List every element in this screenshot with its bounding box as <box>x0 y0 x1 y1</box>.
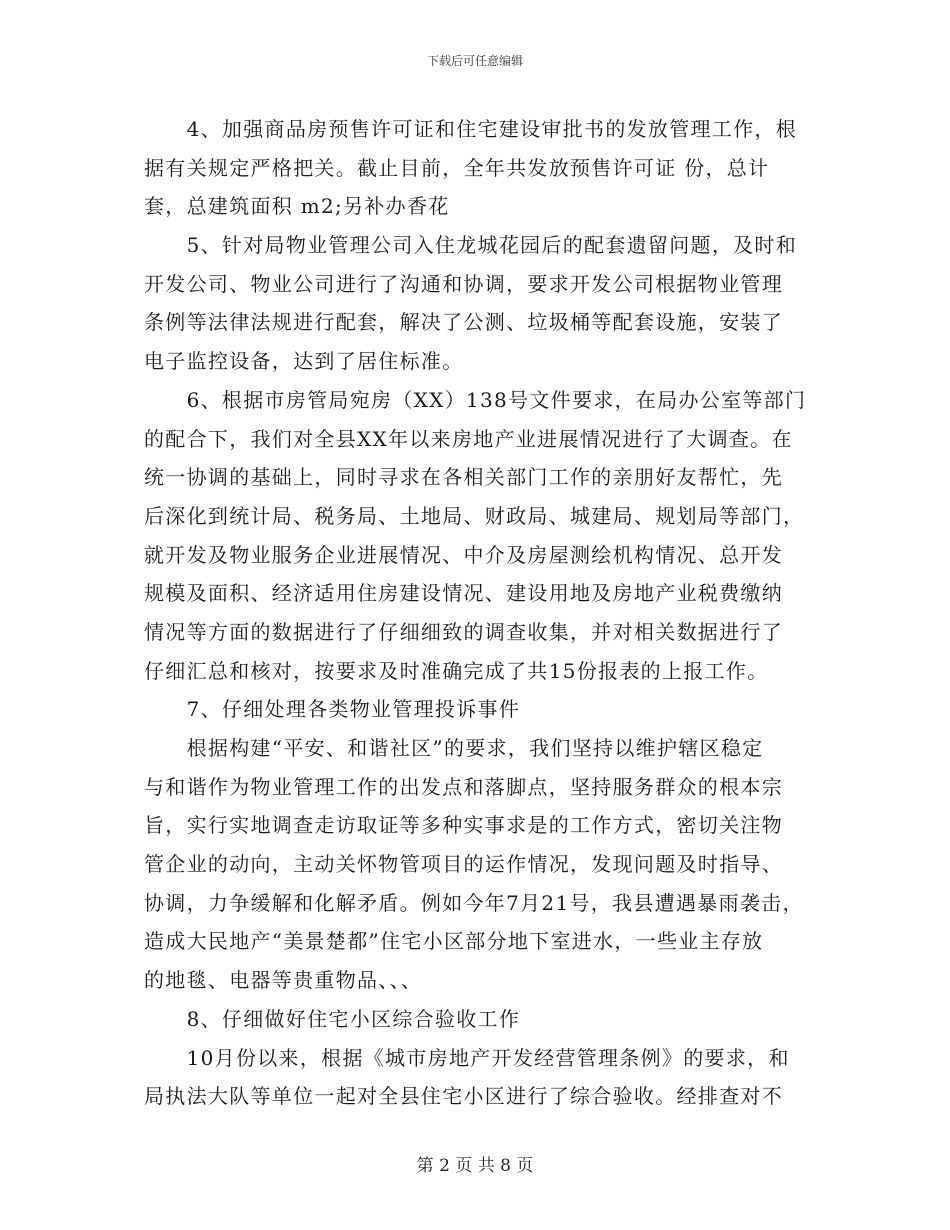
text-line: 电子监控设备，达到了居住标准。 <box>144 349 464 374</box>
text-line: 6、根据市房管局宛房（XX）138号文件要求，在局办公室等部门 <box>144 387 807 412</box>
text-line: 协调，力争缓解和化解矛盾。例如今年7月21号，我县遭遇暴雨袭击， <box>144 890 804 915</box>
text-line: 8、仔细做好住宅小区综合验收工作 <box>144 1006 521 1031</box>
text-line: 旨，实行实地调查走访取证等多种实事求是的工作方式，密切关注物 <box>144 813 783 838</box>
text-line: 情况等方面的数据进行了仔细细致的调查收集，并对相关数据进行了 <box>144 619 783 644</box>
page-header: 下载后可任意编辑 <box>426 54 523 68</box>
document-body <box>144 110 807 1116</box>
text-line: 的地毯、电器等贵重物品、、、 <box>144 968 423 993</box>
text-line: 7、仔细处理各类物业管理投诉事件 <box>144 697 521 722</box>
text-line: 局执法大队等单位一起对全县住宅小区进行了综合验收。经排查对不 <box>144 1084 783 1109</box>
text-line: 规模及面积、经济适用住房建设情况、建设用地及房地产业税费缴纳 <box>144 581 783 606</box>
text-line: 根据构建“平安、和谐社区”的要求，我们坚持以维护辖区稳定 <box>144 736 764 760</box>
text-line: 5、针对局物业管理公司入住龙城花园后的配套遗留问题，及时和 <box>144 233 798 258</box>
text-line: 统一协调的基础上，同时寻求在各相关部门工作的亲朋好友帮忙，先 <box>144 465 783 490</box>
text-line: 开发公司、物业公司进行了沟通和协调，要求开发公司根据物业管理 <box>144 271 783 296</box>
text-line: 造成大民地产“美景楚都”住宅小区部分地下室进水，一些业主存放 <box>144 929 764 954</box>
text-line: 就开发及物业服务企业进展情况、中介及房屋测绘机构情况、总开发 <box>144 542 783 567</box>
page-number-footer: 第 2 页 共 8 页 <box>416 1156 534 1176</box>
text-line: 与和谐作为物业管理工作的出发点和落脚点，坚持服务群众的根本宗 <box>144 774 783 799</box>
text-line: 套，总建筑面积 m2;另补办香花 <box>144 194 450 219</box>
text-line: 据有关规定严格把关。截止目前，全年共发放预售许可证 份，总计 <box>144 155 770 180</box>
text-line: 管企业的动向，主动关怀物管项目的运作情况，发现问题及时指导、 <box>144 852 783 877</box>
text-line: 后深化到统计局、税务局、土地局、财政局、城建局、规划局等部门， <box>144 503 805 528</box>
text-line: 的配合下，我们对全县XX年以来房地产业进展情况进行了大调查。在 <box>144 426 793 451</box>
text-line: 4、加强商品房预售许可证和住宅建设审批书的发放管理工作，根 <box>144 117 798 141</box>
text-line: 条例等法律法规进行配套，解决了公测、垃圾桶等配套设施，安装了 <box>144 310 783 335</box>
text-line: 仔细汇总和核对，按要求及时准确完成了共15份报表的上报工作。 <box>144 658 769 683</box>
text-line: 10月份以来，根据《城市房地产开发经营管理条例》的要求，和 <box>144 1045 790 1070</box>
